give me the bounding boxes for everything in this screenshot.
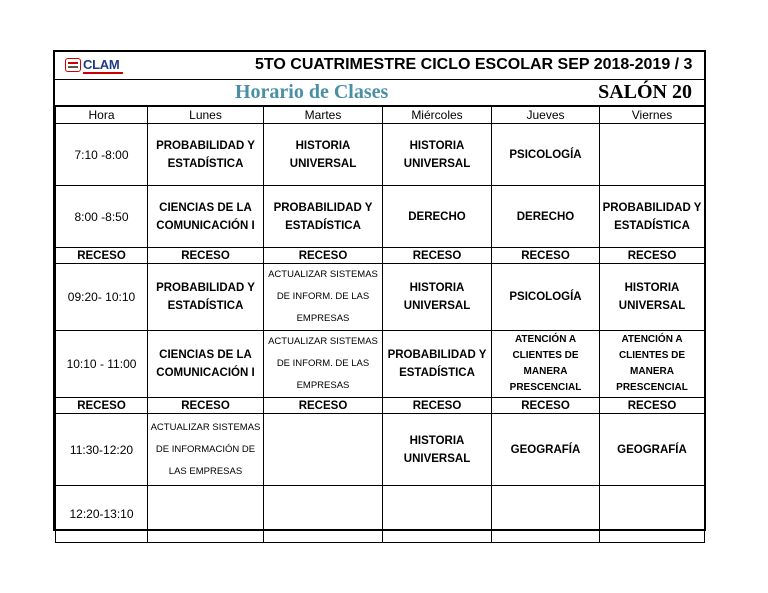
col-header-martes: Martes	[264, 107, 383, 124]
table-cell	[600, 486, 705, 543]
table-cell	[492, 486, 600, 543]
recess-row	[56, 398, 705, 414]
table-cell: PROBABILIDAD Y ESTADÍSTICA	[148, 264, 264, 331]
table-row	[56, 414, 705, 486]
table-cell: HISTORIA UNIVERSAL	[383, 414, 492, 486]
col-header-lunes: Lunes	[148, 107, 264, 124]
table-cell: HISTORIA UNIVERSAL	[383, 124, 492, 186]
table-cell: ATENCIÓN A CLIENTES DE MANERA PRESCENCIAL	[492, 331, 600, 398]
table-cell: RECESO	[264, 398, 383, 414]
table-cell: PROBABILIDAD Y ESTADÍSTICA	[148, 124, 264, 186]
table-cell: RECESO	[383, 248, 492, 264]
schedule-sheet	[53, 50, 706, 531]
table-cell: PROBABILIDAD Y ESTADÍSTICA	[383, 331, 492, 398]
table-cell: PSICOLOGÍA	[492, 124, 600, 186]
table-cell: RECESO	[600, 248, 705, 264]
table-cell: RECESO	[148, 398, 264, 414]
table-cell	[600, 124, 705, 186]
col-header-hora: Hora	[56, 107, 148, 124]
table-cell: HISTORIA UNIVERSAL	[264, 124, 383, 186]
table-cell: GEOGRAFÍA	[492, 414, 600, 486]
table-cell: ACTUALIZAR SISTEMAS DE INFORM. DE LAS EMPRESAS	[264, 264, 383, 331]
table-cell: DERECHO	[492, 186, 600, 248]
table-cell: DERECHO	[383, 186, 492, 248]
table-cell: CIENCIAS DE LA COMUNICACIÓN I	[148, 186, 264, 248]
title-row	[55, 52, 704, 80]
subtitle-row	[55, 80, 704, 106]
header-row	[56, 107, 705, 124]
table-cell: HISTORIA UNIVERSAL	[383, 264, 492, 331]
time-cell: 8:00 -8:50	[56, 186, 148, 248]
time-cell: 09:20- 10:10	[56, 264, 148, 331]
table-cell: PSICOLOGÍA	[492, 264, 600, 331]
table-row	[56, 331, 705, 398]
main-title: 5TO CUATRIMESTRE CICLO ESCOLAR SEP 2018-2019 / 3	[255, 56, 693, 73]
time-cell: 12:20-13:10	[56, 486, 148, 543]
room-label: SALÓN 20	[598, 81, 692, 103]
recess-row	[56, 248, 705, 264]
time-cell: RECESO	[56, 248, 148, 264]
col-header-jueves: Jueves	[492, 107, 600, 124]
time-cell: 10:10 - 11:00	[56, 331, 148, 398]
col-header-viernes: Viernes	[600, 107, 705, 124]
time-cell: 11:30-12:20	[56, 414, 148, 486]
table-cell: RECESO	[492, 248, 600, 264]
time-cell: RECESO	[56, 398, 148, 414]
table-cell: ACTUALIZAR SISTEMAS DE INFORMACIÓN DE LAS EMPRESAS	[148, 414, 264, 486]
table-cell: RECESO	[492, 398, 600, 414]
table-cell: PROBABILIDAD Y ESTADÍSTICA	[264, 186, 383, 248]
clam-logo	[65, 57, 123, 74]
table-cell	[264, 486, 383, 543]
table-cell: RECESO	[148, 248, 264, 264]
table-cell: ACTUALIZAR SISTEMAS DE INFORM. DE LAS EMPRESAS	[264, 331, 383, 398]
table-row	[56, 486, 705, 543]
logo-text: CLAM	[83, 57, 120, 72]
time-cell: 7:10 -8:00	[56, 124, 148, 186]
table-cell: RECESO	[600, 398, 705, 414]
col-header-miercoles: Miércoles	[383, 107, 492, 124]
clam-logo-icon	[65, 58, 81, 72]
table-cell: GEOGRAFÍA	[600, 414, 705, 486]
table-cell: PROBABILIDAD Y ESTADÍSTICA	[600, 186, 705, 248]
table-cell	[383, 486, 492, 543]
table-cell: ATENCIÓN A CLIENTES DE MANERA PRESCENCIAL	[600, 331, 705, 398]
schedule-title: Horario de Clases	[235, 81, 389, 103]
table-cell	[148, 486, 264, 543]
table-row	[56, 124, 705, 186]
table-cell	[264, 414, 383, 486]
table-row	[56, 264, 705, 331]
schedule-table	[55, 106, 705, 543]
table-row	[56, 186, 705, 248]
table-cell: CIENCIAS DE LA COMUNICACIÓN I	[148, 331, 264, 398]
table-cell: RECESO	[264, 248, 383, 264]
table-cell: RECESO	[383, 398, 492, 414]
table-cell: HISTORIA UNIVERSAL	[600, 264, 705, 331]
